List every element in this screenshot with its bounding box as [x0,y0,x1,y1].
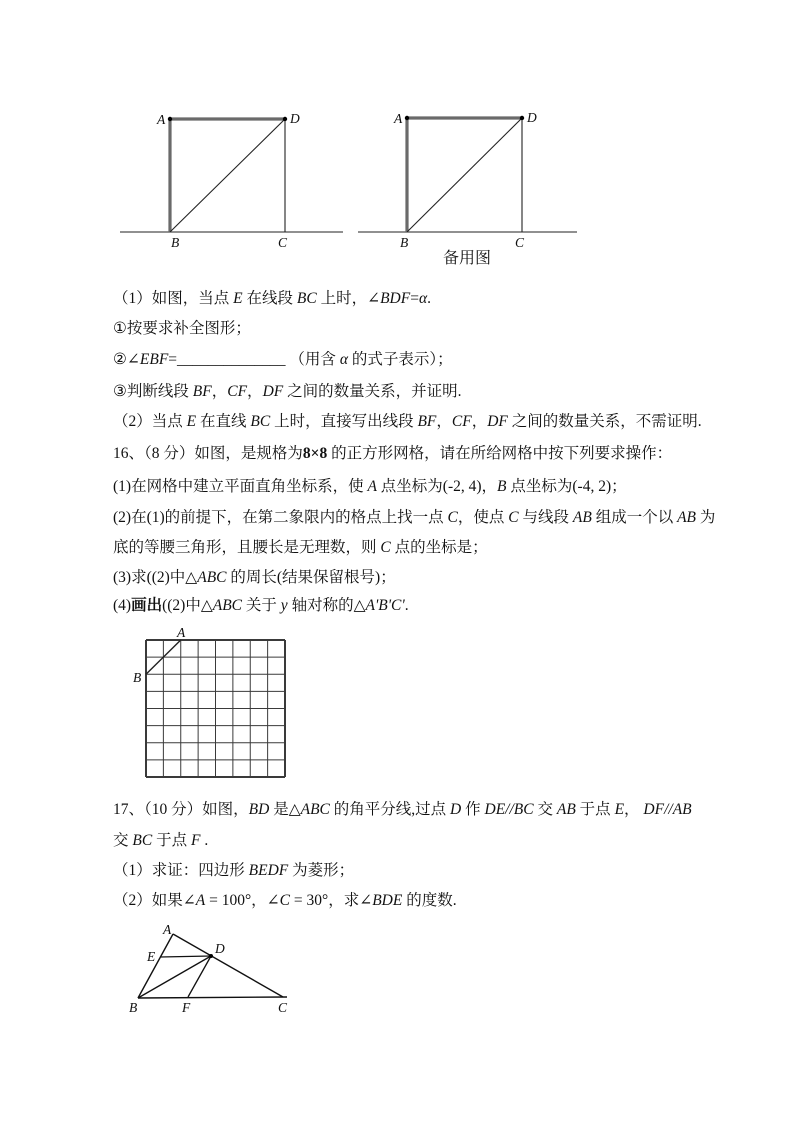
point-label-f: F [182,1000,191,1015]
point-d-dot [520,116,524,120]
q17-part2-text: （2）如果∠A = 100°，∠C = 30°，求∠BDE 的度数. [113,892,457,909]
q15-sub2-text: ②∠EBF=______________ （用含 α 的式子表示）； [113,351,453,368]
segment-ed [160,956,211,957]
side-bc [138,997,287,998]
figure-square-main [115,104,350,254]
point-label-a: A [177,625,186,640]
point-a-dot [405,116,409,120]
side-ac [173,934,283,997]
point-d-dot [209,954,213,958]
q16-part2-line1: (2)在(1)的前提下，在第二象限内的格点上找一点 C，使点 C 与线段 AB 组成一个以 AB 为 [113,509,716,526]
point-label-b: B [400,235,409,250]
point-d-dot [283,117,287,121]
diagonal-bd [170,119,285,232]
q15-part1-text: （1）如图，当点 E 在线段 BC 上时，∠BDF=α. [113,290,431,307]
q17-heading-line1: 17、（10 分）如图，BD 是△ABC 的角平分线,过点 D 作 DE//BC 交 AB 于点 E， DF//AB [113,801,692,818]
q17-part1-text: （1）求证：四边形 BEDF 为菱形； [113,862,355,879]
figure-triangle-abc [108,920,338,1025]
q16-heading-text: 16、（8 分）如图，是规格为8×8 的正方形网格，请在所给网格中按下列要求操作： [113,445,673,462]
q15-sub3-text: ③判断线段 BF，CF，DF 之间的数量关系，并证明. [113,383,462,400]
figure-square-backup [355,104,595,272]
q16-part4-text: (4)画出((2)中△ABC 关于 y 轴对称的△A'B'C'. [113,597,409,614]
diagonal-bd [407,118,522,232]
q15-sub1-text: ①按要求补全图形； [113,320,251,337]
point-label-d: D [215,941,225,956]
point-label-a: A [394,111,403,126]
q16-part1-text: (1)在网格中建立平面直角坐标系，使 A 点坐标为(-2, 4)，B 点坐标为(-4, 2)； [113,478,627,495]
point-label-b: B [133,670,142,685]
point-label-a: A [157,112,166,127]
figure-grid-8x8 [133,625,303,795]
point-label-b: B [171,235,180,250]
grid-lines [146,640,285,777]
point-label-c: C [278,235,288,250]
q16-part3-text: (3)求((2)中△ABC 的周长(结果保留根号)； [113,569,396,586]
point-label-c: C [278,1000,288,1015]
point-a-dot [168,117,172,121]
backup-figure-caption: 备用图 [442,250,492,267]
point-label-d: D [527,110,537,125]
point-label-b: B [129,1000,138,1015]
q15-part2-text: （2）当点 E 在直线 BC 上时，直接写出线段 BF，CF，DF 之间的数量关系，不需证明. [113,413,702,430]
q16-part2-line2: 底的等腰三角形，且腰长是无理数，则 C 点的坐标是； [113,539,488,556]
point-label-c: C [515,235,525,250]
point-label-e: E [147,949,156,964]
point-label-a: A [163,922,172,937]
q17-heading-line2: 交 BC 于点 F . [113,832,209,849]
point-label-d: D [290,111,300,126]
